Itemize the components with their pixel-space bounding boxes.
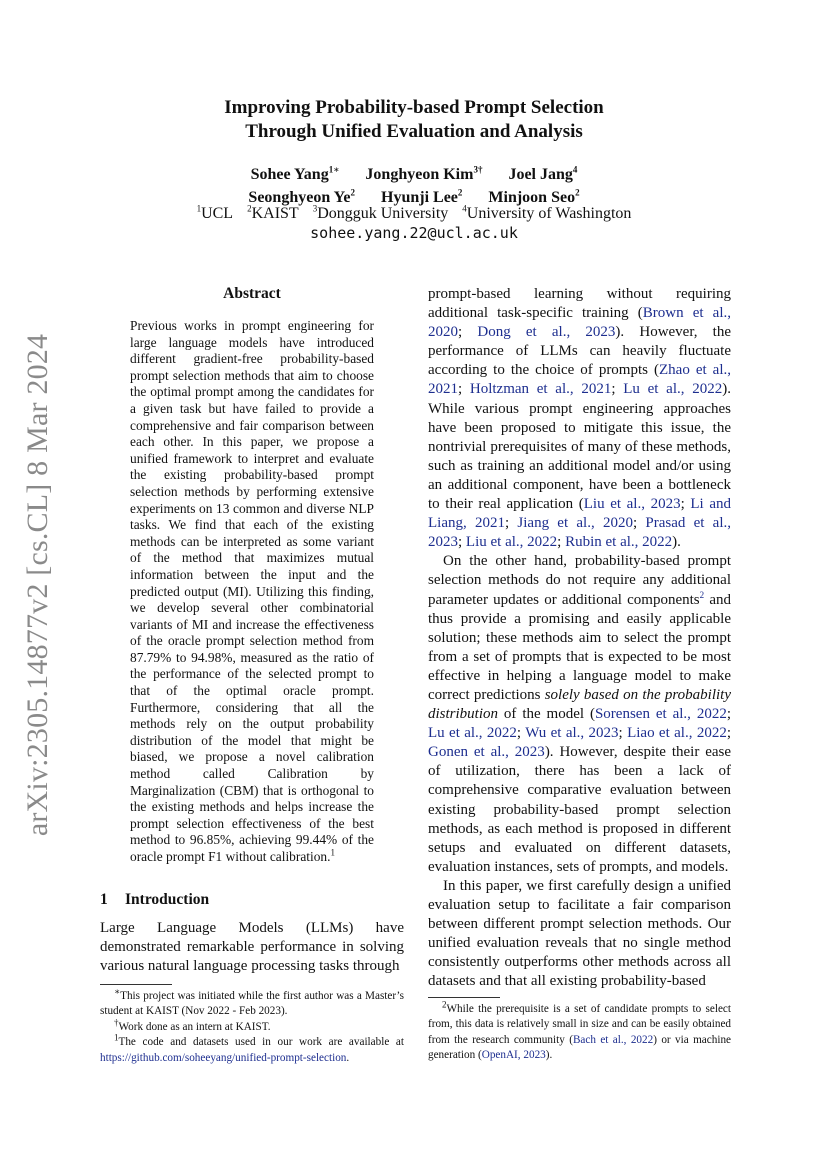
citation-link[interactable]: Liao et al., 2022 <box>627 725 727 742</box>
citation-link[interactable]: Jiang et al., 2020 <box>517 515 633 532</box>
title-line-2: Through Unified Evaluation and Analysis <box>245 121 583 142</box>
affiliation: UCL <box>201 205 234 222</box>
section-number: 1 <box>100 891 108 908</box>
author-name: Joel Jang <box>508 166 573 183</box>
paragraph: prompt-based learning without requiring additional task-specific training (Brown et al., 2020; Dong et al., 2023). However, the performance of LLMs can heavily fluctuate according to the choice of prompts (Zhao et al., 2021; Holtzman et al., 2021; Lu et al., 2022). While various prompt engineering approaches have been proposed to mitigate this issue, the nontrivial prerequisites of many of these methods, such as training an additional model and/or using an additional component, have been a bottleneck to their real application (Liu et al., 2023; Li and Liang, 2021; Jiang et al., 2020; Prasad et al., 2023; Liu et al., 2022; Rubin et al., 2022). <box>428 286 731 551</box>
paragraph: On the other hand, probability-based prompt selection methods do not require any additional parameter updates or additional components$^2$ and thus provide a promising and easily applicable solution; these methods aim to select the prompt from a set of prompts that is expected to be most effective in helping a language model to make correct predictions solely based on the probability distribution of the model (Sorensen et al., 2022; Lu et al., 2022; Wu et al., 2023; Liao et al., 2022; Gonen et al., 2023). However, despite their ease of utilization, there has been a lack of comprehensive comparative evaluation between existing probability-based prompt selection methods, as each method is proposed in different setups and evaluated on different datasets, evaluation instances, sets of prompts, and models. <box>428 553 732 875</box>
affiliations: $^1$UCL $^2$KAIST $^3$Dongguk University $^4$University of Washington <box>196 203 632 222</box>
footnote-star: ∗This project was initiated while the first author was a Master’s student at KAIST (Nov 2022 - Feb 2023). <box>100 986 404 1018</box>
intro-paragraph: Large Language Models (LLMs) have demonstrated remarkable performance in solving various natural language processing tasks through <box>100 920 404 974</box>
citation-link[interactable]: Liu et al., 2022 <box>465 534 558 551</box>
affiliation: KAIST <box>251 205 299 222</box>
abstract-heading: Abstract <box>223 285 281 302</box>
author-email: sohee.yang.22@ucl.ac.uk <box>310 224 518 242</box>
footnote-dagger: †Work done as an intern at KAIST. <box>114 1017 271 1033</box>
citation-link[interactable]: Dong et al., 2023 <box>477 324 616 341</box>
author-name: Sohee Yang <box>250 166 329 183</box>
footnotes-left <box>100 984 404 1066</box>
citation-link[interactable]: Sorensen et al., 2022 <box>594 706 727 723</box>
author-name: Hyunji Lee <box>381 189 458 206</box>
footnotes-right <box>428 997 731 1064</box>
author-affil: 1∗ <box>328 164 340 175</box>
author-name: Jonghyeon Kim <box>365 166 474 183</box>
footnote-rule <box>100 984 172 985</box>
title-line-1: Improving Probability-based Prompt Selection <box>224 97 604 118</box>
author-affil: 3† <box>473 164 483 175</box>
author-affil: 4 <box>572 164 578 175</box>
citation-link[interactable]: Brown et al., 2020 <box>428 305 731 341</box>
author-affil: 2 <box>457 187 463 198</box>
footnote-code: $^1$The code and datasets used in our work are available at https://github.com/soheeyang/unified-prompt-selection. <box>100 1032 404 1064</box>
author-affil: 2 <box>575 187 580 198</box>
citation-link[interactable]: Gonen et al., 2023 <box>428 744 545 761</box>
section-title: Introduction <box>125 891 210 908</box>
author-affil: 2 <box>350 187 356 198</box>
footnote-rule <box>428 997 500 998</box>
arxiv-id: arXiv:2305.14877v2 [cs.CL] 8 Mar 2024 <box>21 333 54 837</box>
citation-link[interactable]: Lu et al., 2022 <box>428 725 517 742</box>
author-name: Seonghyeon Ye <box>248 189 351 206</box>
citation-link[interactable]: Wu et al., 2023 <box>525 725 619 742</box>
paper-title <box>0 96 828 144</box>
affiliation: University of Washington <box>466 205 632 222</box>
author-name: Minjoon Seo <box>488 189 576 206</box>
footnote-mark: 1 <box>330 847 335 858</box>
right-column <box>428 285 731 991</box>
citation-link[interactable]: OpenAI, 2023 <box>481 1049 546 1062</box>
citation-link[interactable]: Holtzman et al., 2021 <box>469 381 612 398</box>
citation-link[interactable]: Lu et al., 2022 <box>623 381 723 398</box>
citation-link[interactable]: Rubin et al., 2022 <box>565 534 673 551</box>
section-heading <box>100 891 209 909</box>
footnote-mark[interactable]: 2 <box>699 589 705 600</box>
citation-link[interactable]: Zhao et al., 2021 <box>428 362 731 398</box>
citation-link[interactable]: Liu et al., 2023 <box>583 496 681 513</box>
citation-link[interactable]: Prasad et al., 2023 <box>428 515 731 551</box>
authors-line-1 <box>0 163 828 186</box>
citation-link[interactable]: Li and Liang, 2021 <box>428 496 731 532</box>
abstract-body <box>130 318 374 866</box>
abstract-text: Previous works in prompt engineering for large language models have introduced different gradient-free probability-based prompt selection methods that aim to choose the optimal prompt among the candidates for a given task but have failed to provide a comprehensive and fair comparison between each other. In this paper, we propose a unified framework to interpret and evaluate the existing probability-based prompt selection methods by performing extensive experiments on 13 common and diverse NLP tasks. We find that each of the existing methods can be interpreted as some variant of the method that maximizes mutual information between the input and the predicted output (MI). Utilizing this finding, we develop several other combinatorial variants of MI and increase the effectiveness of the oracle prompt selection method from 87.79% to 94.98%, measured as the ratio of the performance of the selected prompt to that of the optimal oracle prompt. Furthermore, considering that all the methods rely on the output probability distribution of the model that might be biased, we propose a novel calibration method called Calibration by Marginalization (CBM) that is orthogonal to the existing methods and helps increase the prompt selection effectiveness of the best method to 96.85%, achieving 99.44% of the oracle prompt F1 without calibration. <box>130 318 374 864</box>
affiliation: Dongguk University <box>317 205 449 222</box>
github-link[interactable]: https://github.com/soheeyang/unified-prompt-selection <box>100 1051 347 1064</box>
footnote-prereq: $^2$While the prerequisite is a set of candidate prompts to select from, this data is relatively small in size and can be easily obtained from the research community (Bach et al., 2022) or via machine generation (OpenAI, 2023). <box>428 999 731 1062</box>
paragraph: In this paper, we first carefully design a unified evaluation setup to facilitate a fair comparison between different prompt selection methods. Our unified evaluation reveals that no single method consistently outperforms other methods across all datasets and that all existing probability-based <box>428 877 731 990</box>
citation-link[interactable]: Bach et al., 2022 <box>572 1033 654 1046</box>
